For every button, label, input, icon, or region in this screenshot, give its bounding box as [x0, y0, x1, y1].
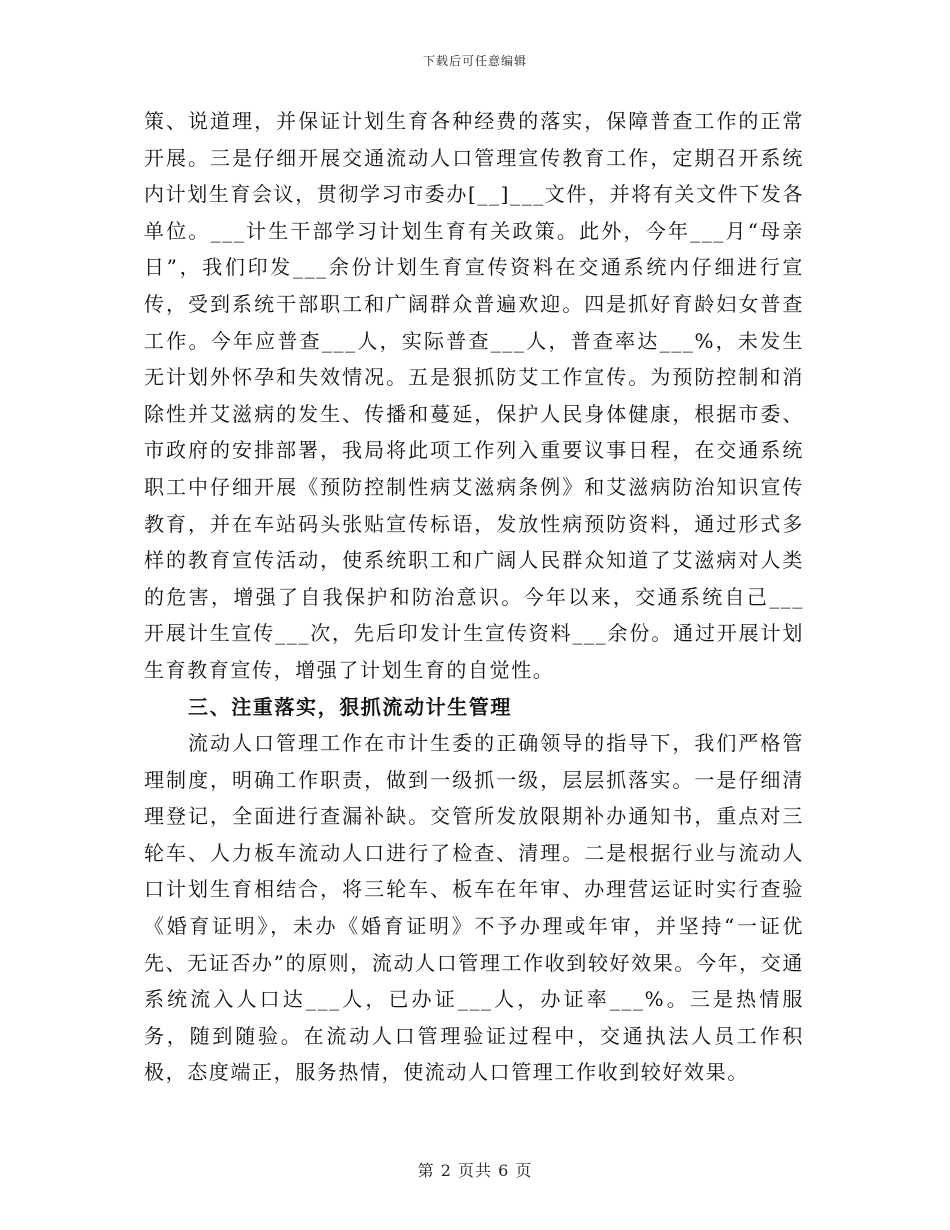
document-body [144, 103, 804, 1091]
page-indicator: 第 2 页共 6 页 [417, 1161, 533, 1180]
paragraph-continued: 策、说道理，并保证计划生育各种经费的落实，保障普查工作的正常开展。三是仔细开展交通流动人口管理宣传教育工作，定期召开系统内计划生育会议，贯彻学习市委办[__]___文件，并将有关文件下发各单位。___计生干部学习计划生育有关政策。此外，今年___月“母亲日”，我们印发___余份计划生育宣传资料在交通系统内仔细进行宣传，受到系统干部职工和广阔群众普遍欢迎。四是抓好育龄妇女普查工作。今年应普查___人，实际普查___人，普查率达___%，未发生无计划外怀孕和失效情况。五是狠抓防艾工作宣传。为预防控制和消除性并艾滋病的发生、传播和蔓延，保护人民身体健康，根据市委、市政府的安排部署，我局将此项工作列入重要议事日程，在交通系统职工中仔细开展《预防控制性病艾滋病条例》和艾滋病防治知识宣传教育，并在车站码头张贴宣传标语，发放性病预防资料，通过形式多样的教育宣传活动，使系统职工和广阔人民群众知道了艾滋病对人类的危害，增强了自我保护和防治意识。今年以来，交通系统自己___开展计生宣传___次，先后印发计生宣传资料___余份。通过开展计划生育教育宣传，增强了计划生育的自觉性。 [144, 109, 805, 682]
section-heading: 三、注重落实，狠抓流动计生管理 [188, 694, 512, 719]
paragraph-floating-population: 流动人口管理工作在市计生委的正确领导的指导下，我们严格管理制度，明确工作职责，做到一级抓一级，层层抓落实。一是仔细清理登记，全面进行查漏补缺。交管所发放限期补办通知书，重点对三轮车、人力板车流动人口进行了检查、清理。二是根据行业与流动人口计划生育相结合，将三轮车、板车在年审、办理营运证时实行查验《婚育证明》，未办《婚育证明》不予办理或年审，并坚持“一证优先、无证否办”的原则，流动人口管理工作收到较好效果。今年，交通系统流入人口达___人，已办证___人，办证率___%。三是热情服务，随到随验。在流动人口管理验证过程中，交通执法人员工作积极，态度端正，服务热情，使流动人口管理工作收到较好效果。 [144, 731, 804, 1085]
header-note: 下载后可任意编辑 [422, 54, 527, 68]
